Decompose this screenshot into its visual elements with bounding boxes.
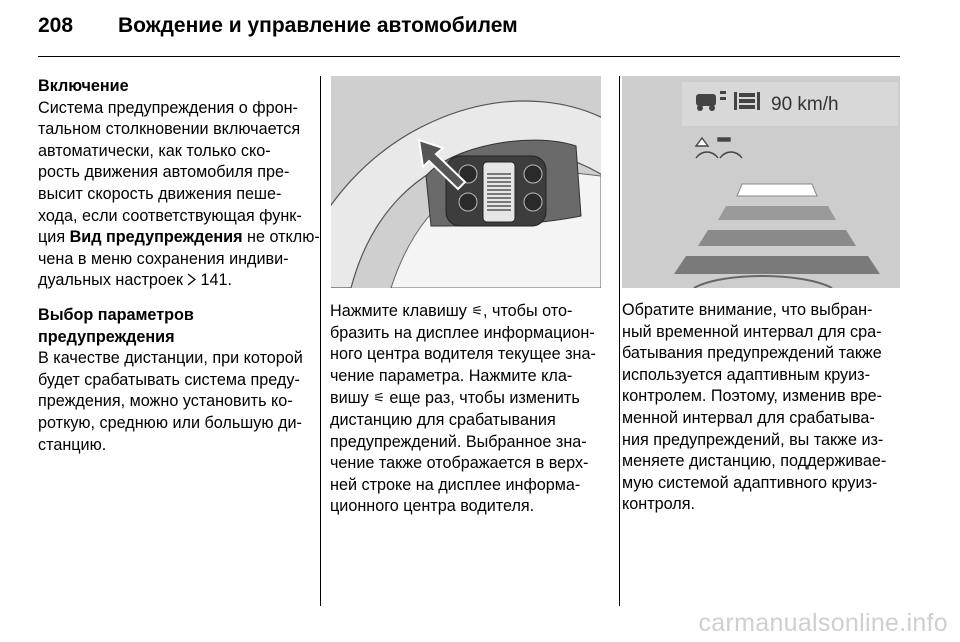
following-distance-icon: ⚟ — [471, 303, 484, 318]
column-divider — [320, 76, 321, 606]
text-line — [38, 227, 320, 249]
steering-wheel-illustration — [331, 76, 601, 288]
text-line: мую системой адаптивного круиз- — [622, 473, 878, 492]
text-line: батывания предупреждений также — [622, 344, 882, 363]
page-reference-arrow-icon — [187, 273, 196, 286]
text-line: предупреждений. Выбранное зна- — [330, 432, 587, 451]
text-line: ней строке на дисплее информа- — [330, 475, 581, 494]
text-line: рость движения автомобиля пре- — [38, 163, 290, 182]
text-line: чение параметра. Нажмите кла- — [330, 366, 573, 385]
section-heading: Включение — [38, 77, 129, 95]
text-line — [38, 270, 313, 292]
text-line: высит скорость движения пеше- — [38, 184, 282, 203]
text-fragment: Нажмите клавишу — [330, 302, 472, 320]
section-heading: Выбор параметров — [38, 305, 194, 324]
page-reference[interactable]: 141. — [200, 271, 232, 290]
text-line: контроля. — [622, 495, 695, 514]
text-line: тальном столкновении включается — [38, 120, 301, 139]
text-line: контролем. Поэтому, изменив вре- — [622, 387, 883, 406]
display-graphic — [622, 76, 900, 288]
text-line — [330, 387, 605, 410]
text-line: менной интервал для срабатыва- — [622, 408, 875, 427]
watermark: carmanualsonline.info — [698, 609, 948, 637]
display-speed: 90 km/h — [771, 94, 839, 115]
section-heading: предупреждения — [38, 327, 175, 346]
text-line: ный временной интервал для сра- — [622, 322, 882, 341]
column-divider — [619, 76, 620, 606]
text-line: В качестве дистанции, при которой — [38, 349, 303, 368]
text-line — [330, 300, 605, 323]
page-number: 208 — [38, 14, 74, 37]
text-line: используется адаптивным круиз- — [622, 365, 870, 384]
text-line: будет срабатывать система преду- — [38, 370, 300, 389]
text-line: меняете дистанцию, поддерживае- — [622, 452, 887, 471]
menu-item-name: Вид предупреждения — [69, 228, 243, 247]
text-line: ционного центра водителя. — [330, 497, 535, 516]
text-line: хода, если соответствующая функ- — [38, 206, 302, 225]
column-2 — [330, 300, 605, 518]
text-line: Обратите внимание, что выбран- — [622, 301, 873, 319]
text-fragment: вишу — [330, 389, 374, 408]
text-line: преждения, можно установить ко- — [38, 392, 293, 411]
text-line: ния предупреждений, вы также из- — [622, 430, 884, 449]
column-1 — [38, 76, 320, 456]
column-3 — [622, 300, 902, 516]
text-line: ного центра водителя текущее зна- — [330, 345, 596, 364]
text-line: автоматически, как только ско- — [38, 141, 271, 160]
text-fragment: ция — [38, 228, 70, 247]
text-line: Система предупреждения о фрон- — [38, 98, 298, 117]
text-fragment: не отклю- — [242, 228, 320, 247]
text-fragment: еще раз, чтобы изменить — [384, 389, 580, 408]
text-line: бразить на дисплее информацион- — [330, 323, 595, 342]
text-fragment: дуальных настроек — [38, 271, 188, 290]
dashboard-display-illustration — [622, 76, 900, 288]
arrow-icon — [413, 134, 473, 194]
text-fragment: , чтобы ото- — [483, 302, 573, 320]
following-distance-icon: ⚟ — [373, 390, 385, 406]
text-line: чение также отображается в верх- — [330, 454, 589, 473]
text-line: роткую, среднюю или большую ди- — [38, 413, 302, 432]
text-line: станцию. — [38, 435, 107, 454]
text-line: чена в меню сохранения индиви- — [38, 249, 289, 268]
page-title: Вождение и управление автомобилем — [118, 14, 518, 37]
text-line: дистанцию для срабатывания — [330, 410, 556, 429]
page-header — [38, 14, 900, 50]
header-rule — [38, 56, 900, 57]
